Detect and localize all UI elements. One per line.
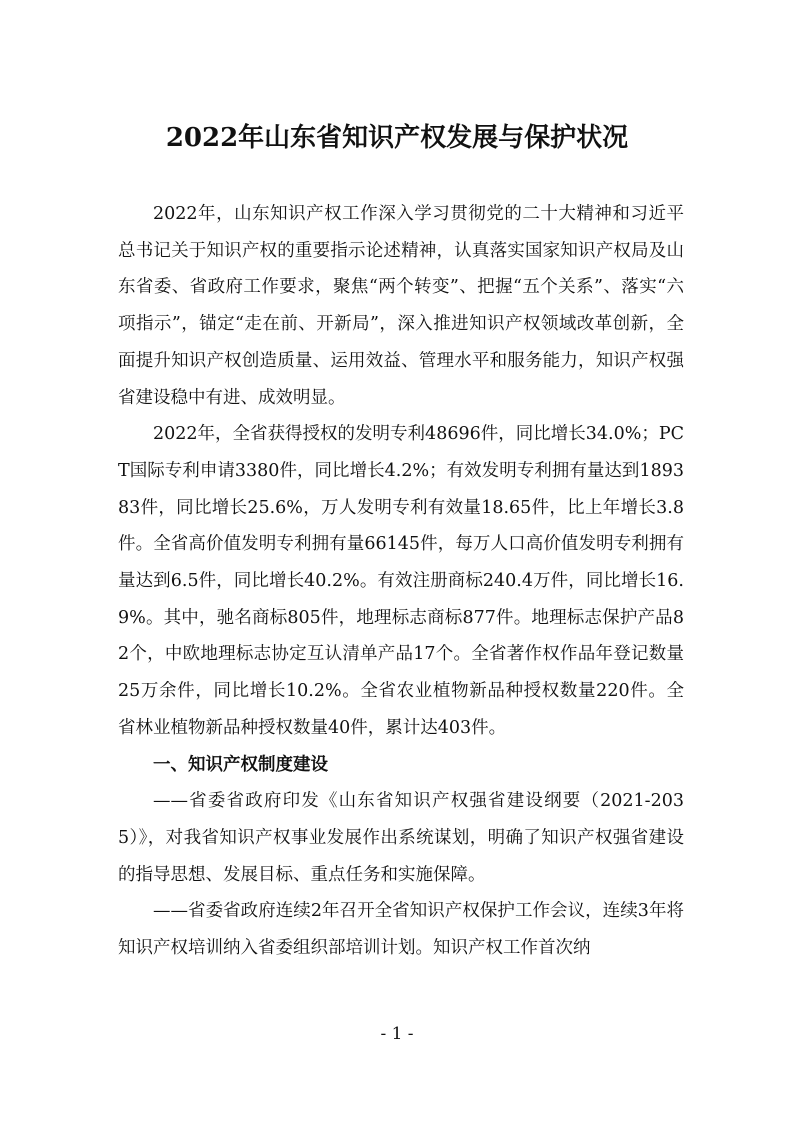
document-title: 2022年山东省知识产权发展与保护状况	[165, 123, 629, 153]
section-paragraph: ——省委省政府印发《山东省知识产权强省建设纲要（2021-2035）》，对我省知识产权事业发展作出系统谋划，明确了知识产权强省建设的指导思想、发展目标、重点任务和实施保障。	[118, 791, 684, 885]
statistics-paragraph: 2022年，全省获得授权的发明专利48696件，同比增长34.0%；PCT国际专利申请3380件，同比增长4.2%；有效发明专利拥有量达到189383件，同比增长25.6%，万人发明专利有效量18.65件，比上年增长3.8件。全省高价值发明专利拥有量66145件，每万人口高价值发明专利拥有量达到6.5件，同比增长40.2%。有效注册商标240.4万件，同比增长16.9%。其中，驰名商标805件，地理标志商标877件。地理标志保护产品82个，中欧地理标志协定互认清单产品17个。全省著作权作品年登记数量25万余件，同比增长10.2%。全省农业植物新品种授权数量220件。全省林业植物新品种授权数量40件，累计达403件。	[118, 424, 684, 738]
page-number: - 1 -	[380, 1024, 414, 1044]
intro-paragraph: 2022年，山东知识产权工作深入学习贯彻党的二十大精神和习近平总书记关于知识产权的重要指示论述精神，认真落实国家知识产权局及山东省委、省政府工作要求，聚焦“两个转变”、把握“五个关系”、落实“六项指示”，锚定“走在前、开新局”，深入推进知识产权领域改革创新，全面提升知识产权创造质量、运用效益、管理水平和服务能力，知识产权强省建设稳中有进、成效明显。	[118, 204, 684, 408]
document-body	[118, 196, 684, 967]
section-heading: 一、知识产权制度建设	[153, 754, 328, 775]
section-paragraph: ——省委省政府连续2年召开全省知识产权保护工作会议，连续3年将知识产权培训纳入省委组织部培训计划。知识产权工作首次纳	[118, 901, 684, 959]
